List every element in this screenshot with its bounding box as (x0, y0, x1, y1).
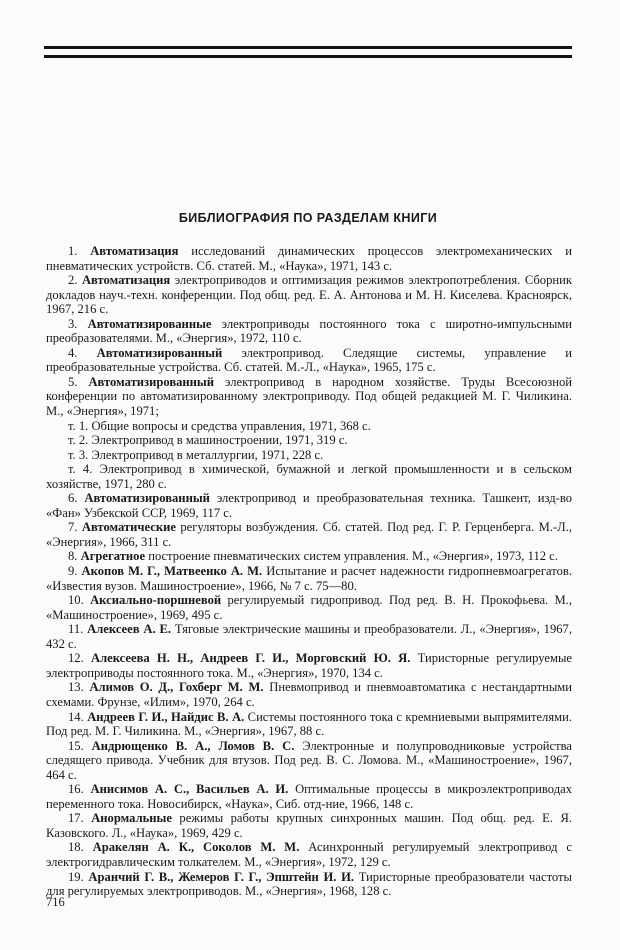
entry-author-or-title: Автоматизированные (87, 316, 212, 331)
bibliography-subentry (46, 419, 572, 434)
entry-number: 1. (68, 244, 78, 258)
bibliography-entry (46, 782, 572, 811)
bibliography-entry (46, 491, 572, 520)
top-rule-thin (44, 55, 572, 58)
bibliography-subentry (46, 462, 572, 491)
bibliography-entry (46, 346, 572, 375)
section-heading: БИБЛИОГРАФИЯ ПО РАЗДЕЛАМ КНИГИ (178, 211, 438, 225)
entry-text: Пневмопривод и пневмоавтоматика с нестандартными схемами. Фрунзе, «Илим», 1970, 264 с. (46, 680, 573, 709)
entry-author-or-title: Автоматизированный (96, 345, 223, 360)
bibliography-subentry (46, 448, 572, 463)
entry-number: 15. (68, 738, 84, 753)
entry-text: электропривод. Следящие системы, управление и преобразовательные устройства. Сб. статей. М.-Л., «Наука», 1965, 175 с. (46, 345, 572, 375)
entry-text: Тиристорные преобразователи частоты для регулируемых электроприводов. М., «Энергия», 1968, 128 с. (46, 869, 573, 899)
entry-number: 8. (68, 549, 78, 564)
entry-number: 9. (68, 564, 78, 579)
entry-author-or-title: Автоматизация (81, 273, 171, 288)
bibliography-entry (46, 811, 572, 840)
entry-author-or-title: Анисимов А. С., Васильев А. И. (90, 782, 289, 797)
entry-number: 12. (68, 651, 84, 666)
entry-author-or-title: Автоматизированный (88, 374, 215, 389)
bibliography-subentry (46, 433, 572, 448)
bibliography-entry (46, 273, 572, 317)
bibliography-entry (46, 710, 572, 739)
entry-text: т. 4. Электропривод в химической, бумажной и легкой промышленности и в сельском хозяйстве, 1971, 280 с. (46, 462, 572, 491)
entry-author-or-title: Аксиально-поршневой (90, 593, 222, 608)
entry-author-or-title: Автоматизация (90, 244, 179, 258)
entry-text: Электронные и полупроводниковые устройства следящего привода. Учебник для втузов. Под ред. В. С. Ломова. М., «Машиностроение», 1967, 464 с. (46, 738, 572, 782)
bibliography-entry (46, 520, 572, 549)
entry-author-or-title: Андреев Г. И., Найдис В. А. (87, 709, 245, 724)
entry-number: 2. (68, 273, 78, 288)
entry-author-or-title: Алимов О. Д., Гохберг М. М. (89, 680, 264, 695)
entry-text: исследований динамических процессов электромеханических и пневматических устройств. Сб. статей. М., «Наука», 1971, 143 с. (46, 244, 572, 273)
bibliography-entry (46, 680, 572, 709)
bibliography-entry (46, 549, 572, 564)
entry-text: т. 1. Общие вопросы и средства управления, 1971, 368 с. (68, 418, 371, 433)
entry-text: электроприводы постоянного тока с широтно-импульсными преобразователями. М., «Энергия», 1972, 110 с. (46, 316, 572, 346)
entry-author-or-title: Алексеев А. Е. (87, 622, 172, 637)
entry-text: электропривод в народном хозяйстве. Труды Всесоюзной конференции по автоматизированному электроприводу. Под общей редакцией М. Г. Чиликина. М., «Энергия», 1971; (46, 374, 573, 419)
entry-text: электроприводов и оптимизация режимов электропотребления. Сборник докладов науч.-техн. конференции. Под общ. ред. Е. А. Антонова и М. Н. Киселева. Красноярск, 1967, 216 с. (46, 273, 572, 317)
entry-author-or-title: Автоматизированный (84, 491, 210, 506)
entry-text: электропривод и преобразовательная техника. Ташкент, изд-во «Фан» Узбекской ССР, 1969, 117 с. (46, 491, 572, 520)
bibliography-entry (46, 739, 572, 783)
entry-author-or-title: Аракелян А. К., Соколов М. М. (92, 840, 300, 855)
entry-number: 11. (68, 622, 84, 637)
bibliography-entry (46, 840, 572, 869)
entry-author-or-title: Агрегатное (80, 549, 146, 564)
entry-author-or-title: Андрющенко В. А., Ломов В. С. (91, 738, 295, 753)
entry-number: 16. (68, 782, 84, 797)
entry-number: 17. (68, 811, 84, 826)
entry-number: 18. (68, 840, 84, 855)
bibliography-entry (46, 244, 572, 273)
bibliography-entry (46, 375, 572, 419)
entry-text: регуляторы возбуждения. Сб. статей. Под ред. Г. Р. Герценберга. М.-Л., «Энергия», 1966, 311 с. (46, 520, 572, 549)
entry-author-or-title: Автоматические (81, 520, 176, 535)
entry-author-or-title: Аранчий Г. В., Жемеров Г. Г., Эпштейн И. И. (88, 869, 355, 884)
bibliography-entry (46, 622, 572, 651)
page-number: 716 (46, 895, 65, 909)
entry-number: 10. (68, 593, 84, 608)
entry-number: 13. (68, 680, 84, 695)
bibliography-list (46, 244, 572, 899)
top-rule (44, 46, 572, 49)
entry-text: регулируемый гидропривод. Под ред. В. Н. Прокофьева. М., «Машиностроение», 1969, 495 с. (46, 593, 572, 622)
entry-number: 14. (68, 709, 84, 724)
entry-author-or-title: Анормальные (91, 811, 172, 826)
entry-text: построение пневматических систем управления. М., «Энергия», 1973, 112 с. (148, 549, 558, 564)
entry-text: т. 2. Электропривод в машиностроении, 1971, 319 с. (68, 433, 348, 448)
bibliography-entry (46, 317, 572, 346)
bibliography-entry (46, 870, 572, 899)
entry-text: Тяговые электрические машины и преобразователи. Л., «Энергия», 1967, 432 с. (46, 622, 572, 651)
bibliography-entry (46, 593, 572, 622)
bibliography-entry (46, 651, 572, 680)
entry-text: Тиристорные регулируемые электроприводы постоянного тока. М., «Энергия», 1970, 134 с. (46, 651, 572, 680)
entry-number: 7. (68, 520, 78, 535)
entry-text: Системы постоянного тока с кремниевыми выпрямителями. Под ред. М. Г. Чиликина. М., «Энергия», 1967, 88 с. (46, 709, 572, 739)
entry-number: 4. (68, 345, 78, 360)
entry-text: режимы работы крупных синхронных машин. Под общ. ред. Е. Я. Казовского. Л., «Наука», 1969, 429 с. (46, 811, 572, 840)
entry-number: 6. (68, 491, 78, 506)
entry-author-or-title: Алексеева Н. Н., Андреев Г. И., Морговский Ю. Я. (90, 651, 411, 666)
entry-text: Испытание и расчет надежности гидропневмоагрегатов. «Известия вузов. Машиностроение», 1966, № 7 с. 75—80. (46, 564, 573, 593)
entry-number: 19. (68, 869, 84, 884)
entry-author-or-title: Акопов М. Г., Матвеенко А. М. (81, 564, 263, 579)
bibliography-entry (46, 564, 572, 593)
entry-number: 5. (68, 374, 78, 389)
entry-text: т. 3. Электропривод в металлургии, 1971, 228 с. (68, 447, 324, 462)
entry-text: Оптимальные процессы в микроэлектроприводах переменного тока. Новосибирск, «Наука», Сиб. отд-ние, 1966, 148 с. (46, 782, 573, 811)
entry-text: Асинхронный регулируемый электропривод с электрогидравлическим толкателем. М., «Энергия», 1972, 129 с. (46, 840, 572, 869)
entry-number: 3. (68, 316, 78, 331)
